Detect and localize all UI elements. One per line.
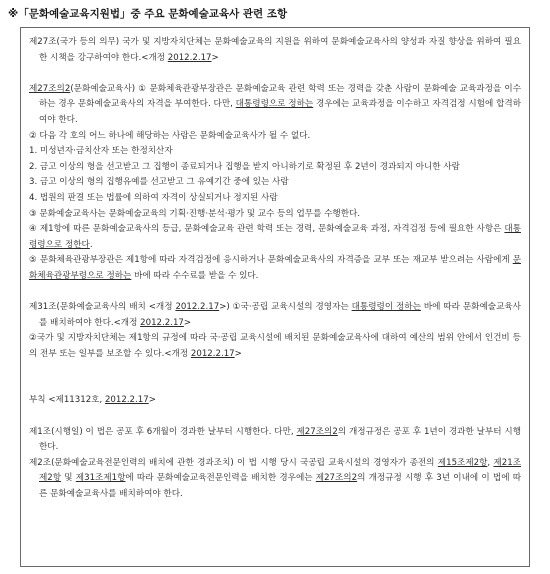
addendum-article-1: 제1조(시행일) 이 법은 공포 후 6개월이 경과한 날부터 시행한다. 다만, 제27조의2의 개정규정은 공포 후 1년이 경과한 날부터 시행한다. — [29, 426, 521, 453]
addendum-title: 부칙 <제11312호, 2012.2.17> — [29, 395, 156, 406]
article-31-clause-2: ②국가 및 지방자치단체는 제1항의 규정에 따라 국·공립 교육시설에 배치된 문화예술교육사에 대하여 예산의 범위 안에서 인건비 등의 전부 또는 일부를 보조할 수 있다.<개정 2012.2.17> — [29, 333, 521, 359]
page-title: ※「문화예술교육지원법」중 주요 문화예술교육사 관련 조항 — [8, 8, 288, 20]
addendum-article-2: 제2조(문화예술교육전문인력의 배치에 관한 경과조치) 이 법 시행 당시 국공립 교육시설의 경영자가 종전의 제15조제2항, 제21조제2항 및 제31조제1항에 따라 문화예술교육전문인력을 배치한 경우에는 제27조의2의 개정규정 시행 후 3년 이내에 이 법에 따른 문화예술교육사를 배치하여야 한다. — [29, 457, 522, 500]
article-27-2-clause-5: ⑤ 문화체육관광부장관은 제1항에 따라 자격검정에 응시하거나 문화예술교육사의 자격증을 교부 또는 재교부 받으려는 사람에게 문화체육관광부령으로 정하는 바에 따라 수수료를 받을 수 있다. — [29, 255, 521, 281]
article-31-clause-1: 제31조(문화예술교육사의 배치 <개정 2012.2.17>) ①국·공립 교육시설의 경영자는 대통령령이 정하는 바에 따라 문화예술교육사를 배치하여야 한다.<개정 2012.2.17> — [29, 302, 521, 328]
article-27-2-clause-3: ③ 문화예술교육사는 문화예술교육의 기획·진행·분석·평가 및 교수 등의 업무를 수행한다. — [29, 208, 361, 219]
article-27-2-clause-2: ② 다음 각 호의 어느 하나에 해당하는 사람은 문화예술교육사가 될 수 없다. — [29, 130, 311, 141]
article-27-2-clause-4: ④ 제1항에 따른 문화예술교육사의 등급, 문화예술교육 관련 학력 또는 경력, 문화예술교육 과정, 자격검정 등에 필요한 사항은 대통령령으로 정한다. — [29, 224, 521, 250]
law-excerpt-box — [20, 27, 530, 567]
list-item: 1. 미성년자·금치산자 또는 한정치산자 — [29, 146, 173, 157]
list-item: 3. 금고 이상의 형의 집행유예를 선고받고 그 유예기간 중에 있는 사람 — [29, 177, 289, 188]
article-27: 제27조(국가 등의 의무) 국가 및 지방자치단체는 문화예술교육의 지원을 위하여 문화예술교육사의 양성과 자질 향상을 위하여 필요한 시책을 강구하여야 한다.<개정 2012.2.17> — [29, 37, 521, 63]
article-27-2-clause-1: 제27조의2(문화예술교육사) ① 문화체육관광부장관은 문화예술교육 관련 학력 또는 경력을 갖춘 사람이 문화예술 교육과정을 이수하는 경우 문화예술교육사의 자격을 부여한다. 다만, 대통령령으로 정하는 경우에는 교육과정을 이수하고 자격검정 시험에 합격하여야 한다. — [29, 83, 522, 125]
list-item: 2. 금고 이상의 형을 선고받고 그 집행이 종료되거나 집행을 받지 아니하기로 확정된 후 2년이 경과되지 아니한 사람 — [29, 161, 460, 172]
list-item: 4. 법원의 판결 또는 법률에 의하여 자격이 상실되거나 정지된 사람 — [29, 192, 278, 203]
